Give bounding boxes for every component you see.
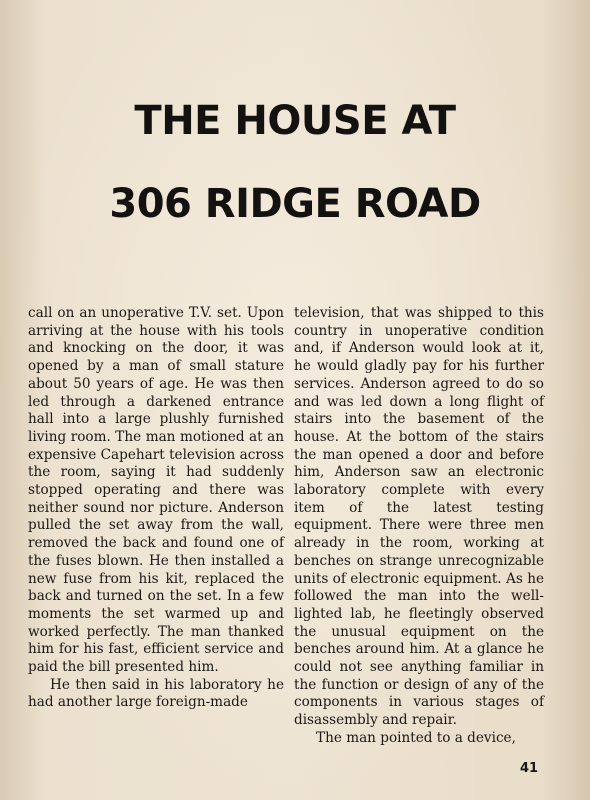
right-text-column — [294, 305, 544, 748]
body-paragraph: television, that was shipped to this country in unoperative condition and, if Anderson would look at it, he would gladly pay for his further services. Anderson agreed to do so and was led down a long flight of stairs into the basement of the house. At the bottom of the stairs the man opened a door and before him, Anderson saw an electronic laboratory complete with every item of the latest testing equipment. There were three men already in the room, working at benches on strange unrecognizable units of electronic equipment. As he followed the man into the well-lighted lab, he fleetingly observed the unusual equipment on the benches around him. At a glance he could not see anything familiar in the function or design of any of the components in various stages of disassembly and repair. — [294, 305, 544, 729]
left-text-column — [28, 305, 284, 712]
article-title-line-1: THE HOUSE AT — [134, 98, 456, 144]
article-title-line-2: 306 RIDGE ROAD — [109, 181, 481, 227]
body-paragraph: call on an unoperative T.V. set. Upon arriving at the house with his tools and knocking on the door, it was opened by a man of small stature about 50 years of age. He was then led through a darkened entrance hall into a large plushly furnished living room. The man motioned at an expensive Capehart television across the room, saying it had suddenly stopped operating and there was neither sound nor picture. Anderson pulled the set away from the wall, removed the back and found one of the fuses blown. He then installed a new fuse from his kit, replaced the back and turned on the set. In a few moments the set warmed up and worked perfectly. The man thanked him for his fast, efficient service and paid the bill presented him. — [28, 305, 284, 676]
page-number: 41 — [520, 761, 539, 776]
body-paragraph: He then said in his laboratory he had another large foreign-made — [28, 676, 284, 711]
body-paragraph: The man pointed to a device, — [316, 729, 516, 746]
